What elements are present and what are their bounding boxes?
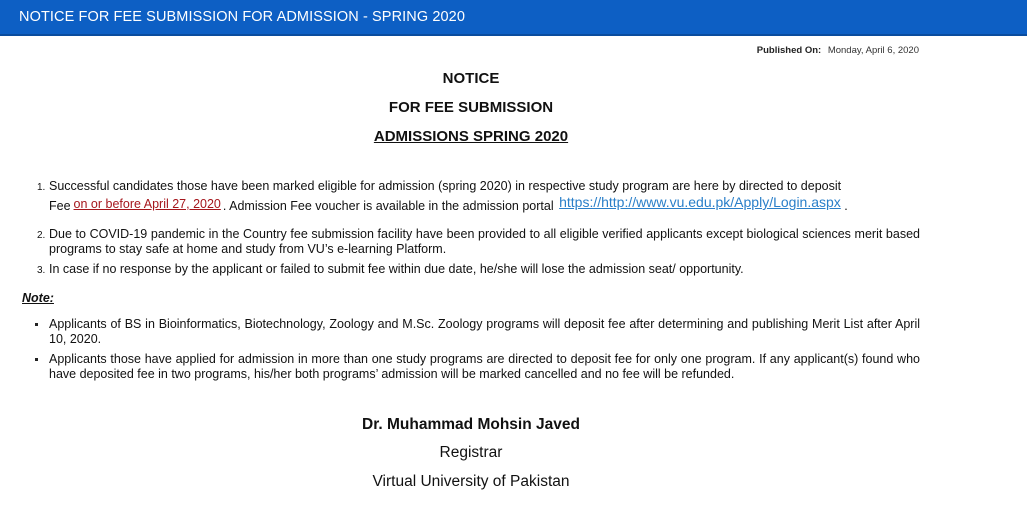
admission-portal-link[interactable]: https://http://www.vu.edu.pk/Apply/Login.aspx: [559, 194, 841, 210]
signatory-organization: Virtual University of Pakistan: [372, 473, 570, 490]
signatory-name: Dr. Muhammad Mohsin Javed: [362, 416, 580, 433]
list-item: [37, 227, 920, 257]
bullet-icon: [35, 323, 38, 326]
signatory-title: Registrar: [439, 444, 503, 461]
item-text: Due to COVID-19 pandemic in the Country fee submission facility have been provided to all eligible verified applicants except biological sciences merit based programs to stay safe at home and study from VU’s e-learning Platform.: [49, 227, 920, 256]
header-bar: [0, 0, 1027, 36]
list-number: 1.: [37, 182, 46, 193]
item-text: In case if no response by the applicant or failed to submit fee within due date, he/she will lose the admission seat/ opportunity.: [49, 262, 744, 276]
notice-heading: NOTICE: [442, 70, 500, 87]
notice-admissions-heading: [0, 128, 942, 145]
list-number: 2.: [37, 230, 46, 241]
admissions-heading-text: ADMISSIONS SPRING 2020: [373, 128, 569, 145]
notice-subheading: FOR FEE SUBMISSION: [388, 99, 554, 116]
note-text: Applicants of BS in Bioinformatics, Biotechnology, Zoology and M.Sc. Zoology programs will deposit fee after determining and publishing Merit List after April 10, 2020.: [49, 317, 920, 346]
item-text: Successful candidates those have been marked eligible for admission (spring 2020) in respective study program are here by directed to deposit: [49, 179, 842, 193]
published-label: Published On:: [756, 45, 822, 56]
numbered-list: [37, 179, 920, 282]
published-date: Monday, April 6, 2020: [827, 45, 919, 56]
page-title: NOTICE FOR FEE SUBMISSION FOR ADMISSION - SPRING 2020: [19, 9, 466, 25]
note-list: [49, 317, 920, 387]
item-text-fee: Fee: [49, 199, 71, 213]
note-text: Applicants those have applied for admission in more than one study programs are directed to deposit fee for only one program. If any applicant(s) found who have deposited fee in two programs, his/her both programs’ admission will be marked cancelled and no fee will be refunded.: [49, 352, 920, 381]
deadline-text: on or before April 27, 2020: [73, 197, 221, 211]
list-item: [49, 352, 920, 382]
item-text-end: .: [844, 199, 848, 213]
bullet-icon: [35, 358, 38, 361]
item-text-after: . Admission Fee voucher is available in the admission portal: [222, 199, 554, 213]
list-item: [37, 262, 920, 277]
list-item: [49, 317, 920, 347]
published-info: [757, 45, 919, 56]
note-label: Note:: [22, 291, 54, 305]
list-item: [37, 179, 920, 214]
list-number: 3.: [37, 265, 46, 276]
